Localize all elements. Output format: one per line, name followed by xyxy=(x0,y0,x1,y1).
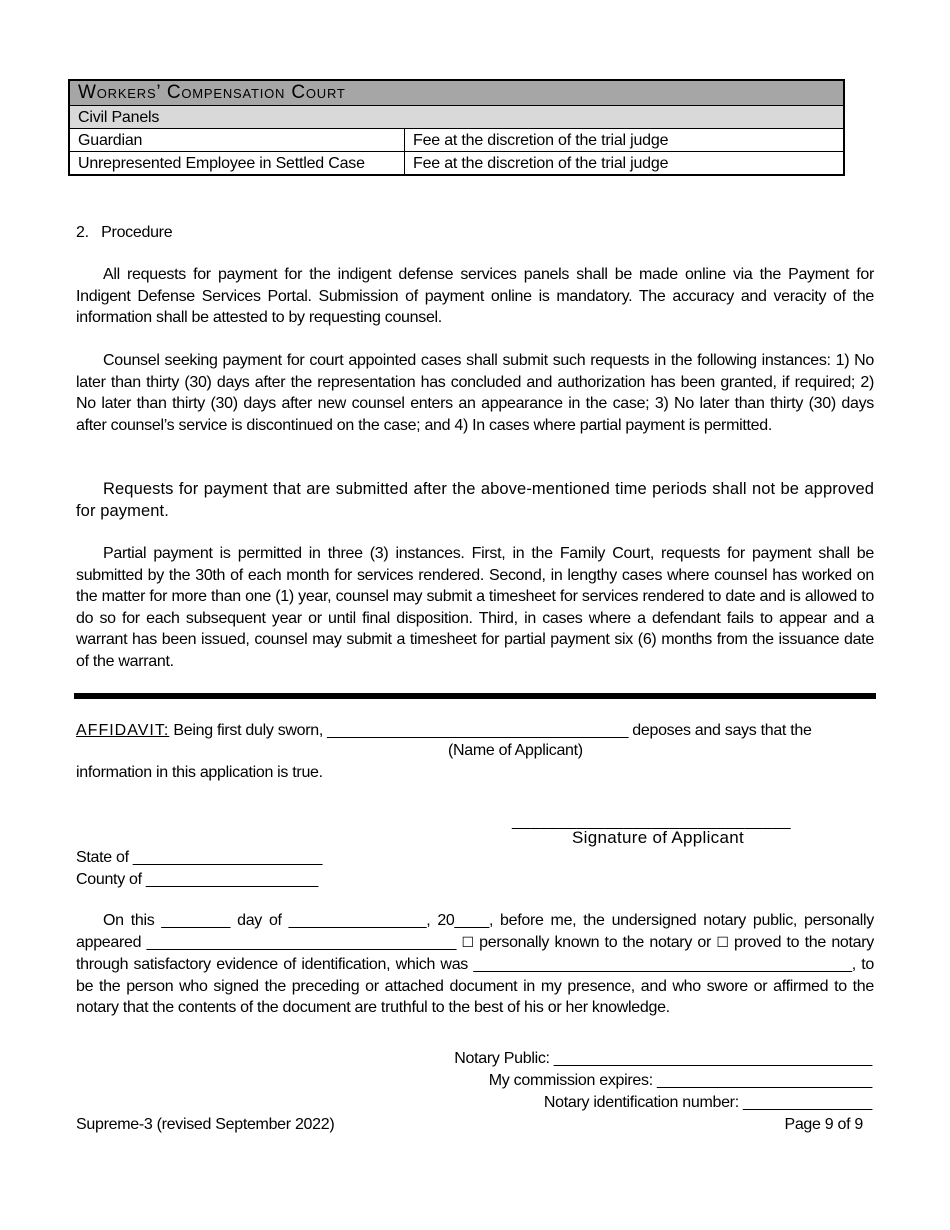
form-id: Supreme-3 (revised September 2022) xyxy=(76,1116,335,1133)
proved-label: proved to the notary through satisfactory evidence of identification, which was xyxy=(76,933,875,974)
court-title: Workers’ Compensation Court xyxy=(78,82,346,103)
signature-caption: Signature of Applicant xyxy=(572,828,744,847)
notary-paragraph xyxy=(76,910,874,1019)
notary-text: , 20 xyxy=(426,912,455,929)
procedure-paragraph: Requests for payment that are submitted after the above-mentioned time periods shall not be approved for payment. xyxy=(76,480,874,520)
notary-fields xyxy=(454,1048,872,1114)
notary-id-field[interactable]: _______________ xyxy=(743,1094,872,1111)
court-header-cell xyxy=(69,80,844,106)
year-field[interactable]: ____ xyxy=(454,912,489,929)
procedure-paragraph: All requests for payment for the indigent defense services panels shall be made online via the Payment for Indigent Defense Services Portal. Submission of payment online is mandatory. The accuracy and veracity of the information shall be attested to by requesting counsel. xyxy=(76,266,874,327)
state-field[interactable]: ______________________ xyxy=(132,849,323,866)
service-cell: Guardian xyxy=(69,129,405,152)
month-field[interactable]: ________________ xyxy=(288,912,427,929)
affidavit-line xyxy=(76,720,874,742)
notary-public-label: Notary Public: xyxy=(454,1050,550,1067)
name-caption: (Name of Applicant) xyxy=(448,742,583,759)
applicant-name-field[interactable]: ___________________________________ xyxy=(327,722,629,739)
panel-heading: Civil Panels xyxy=(69,106,844,129)
appeared-name-field[interactable]: ____________________________________ xyxy=(146,933,457,951)
day-field[interactable]: ________ xyxy=(161,912,231,929)
table-row xyxy=(69,129,844,152)
fee-cell: Fee at the discretion of the trial judge xyxy=(405,129,845,152)
notary-public-line xyxy=(454,1048,872,1070)
notary-id-label: Notary identification number: xyxy=(543,1094,739,1111)
procedure-heading: 2. Procedure xyxy=(76,224,173,241)
affidavit-label: AFFIDAVIT: xyxy=(76,722,170,739)
notary-text: , to be the person who signed the preceding or attached document in my presence, and who swore or affirmed to the notary that the contents of the document are truthful to the best of his or her knowledge. xyxy=(76,956,875,1017)
fee-cell: Fee at the discretion of the trial judge xyxy=(405,152,845,176)
procedure-paragraph: Counsel seeking payment for court appointed cases shall submit such requests in the following instances: 1) No later than thirty (30) days after the representation has concluded and authorization has been granted, if required; 2) No later than thirty (30) days after new counsel enters an appearance in the case; 3) No later than thirty (30) days after counsel’s service is discontinued on the case; and 4) In cases where partial payment is permitted. xyxy=(76,352,874,434)
notary-text: day of xyxy=(237,912,282,929)
signature-field[interactable]: ______________________________ xyxy=(512,813,791,830)
affidavit-text: Being first duly sworn, xyxy=(169,722,328,739)
notary-public-field[interactable]: _____________________________________ xyxy=(553,1050,872,1067)
state-line xyxy=(76,849,322,867)
service-cell: Unrepresented Employee in Settled Case xyxy=(69,152,405,176)
section-divider xyxy=(74,693,876,699)
procedure-paragraph: Partial payment is permitted in three (3) instances. First, in the Family Court, requests for payment shall be submitted by the 30th of each month for services rendered. Second, in lengthy cases where counsel has worked on the matter for more than one (1) year, counsel may submit a timesheet for services rendered to date and is allowed to do so for each subsequent year or until final disposition. Third, in cases where a defendant fails to appear and a warrant has been issued, counsel may submit a timesheet for partial payment six (6) months from the issuance date of the warrant. xyxy=(76,545,874,670)
proved-checkbox[interactable]: ☐ xyxy=(716,934,729,951)
panel-header-row xyxy=(69,106,844,129)
commission-expires-line xyxy=(454,1070,872,1092)
commission-expires-field[interactable]: _________________________ xyxy=(657,1072,872,1089)
affidavit-text-after: deposes and says that the xyxy=(628,722,812,739)
personally-known-checkbox[interactable]: ☐ xyxy=(461,934,474,951)
evidence-field[interactable]: ____________________________________________ xyxy=(473,956,852,974)
county-line xyxy=(76,871,318,889)
state-label: State of xyxy=(76,849,129,866)
fee-table xyxy=(68,79,845,176)
notary-id-line xyxy=(454,1092,872,1114)
court-header-row xyxy=(69,80,844,106)
notary-text: , before me, the undersigned notary public, personally appeared xyxy=(76,912,874,951)
affidavit-line-2: information in this application is true. xyxy=(76,764,323,781)
notary-text: On this xyxy=(103,912,155,929)
personally-known-label: personally known to the notary or xyxy=(479,933,712,951)
county-label: County of xyxy=(76,871,142,888)
table-row xyxy=(69,152,844,176)
commission-expires-label: My commission expires: xyxy=(488,1072,653,1089)
county-field[interactable]: ____________________ xyxy=(145,871,318,888)
page-number: Page 9 of 9 xyxy=(784,1116,863,1133)
